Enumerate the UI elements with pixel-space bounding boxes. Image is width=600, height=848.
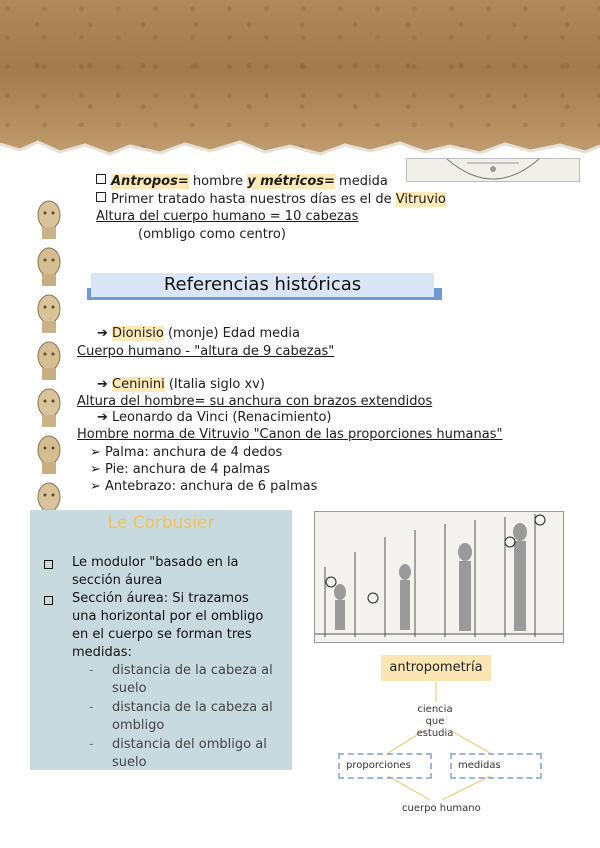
checkbox-bullet-icon	[44, 560, 53, 569]
ref-item-ceninini	[97, 377, 265, 393]
measure-item: ➢ Pie: anchura de 4 palmas	[90, 462, 270, 477]
intro-line-altura: Altura del cuerpo humano = 10 cabezas	[96, 209, 359, 224]
cuerpo-humano-node: cuerpo humano	[402, 803, 481, 814]
bust-head-image	[28, 245, 70, 287]
section-title-referencias: Referencias históricas	[163, 274, 362, 295]
ref-item-leonardo: ➔ Leonardo da Vinci (Renacimiento)	[97, 410, 332, 425]
metricos-term: y métricos=	[247, 174, 335, 189]
dash-bullet: -	[89, 737, 94, 752]
checkbox-bullet-icon	[96, 174, 106, 184]
corbusier-line: en el cuerpo se forman tres	[72, 627, 252, 642]
le-corbusier-title: Le Corbusier	[107, 513, 215, 533]
bust-head-image	[28, 433, 70, 475]
bust-head-image	[28, 198, 70, 240]
intro-text: medida	[334, 174, 388, 189]
intro-text: Primer tratado hasta nuestros días es el de	[111, 192, 396, 207]
corbusier-subitem: distancia de la cabeza al	[112, 700, 273, 715]
bust-head-image	[28, 386, 70, 428]
checkbox-bullet-icon	[96, 192, 106, 202]
ref-text: (Italia siglo xv)	[164, 377, 265, 392]
ciencia-line: ciencia	[417, 704, 453, 715]
corbusier-line: sección áurea	[72, 573, 163, 588]
ciencia-line: estudia	[416, 728, 454, 739]
vitruvian-man-image	[406, 158, 580, 182]
corbusier-line: Le modulor "basado en la	[72, 555, 239, 570]
ref-sub-leonardo: Hombre norma de Vitruvio "Canon de las proporciones humanas"	[77, 427, 503, 442]
medidas-node: medidas	[450, 753, 542, 779]
corbusier-subitem: distancia del ombligo al	[112, 737, 267, 752]
measure-item: ➢ Palma: anchura de 4 dedos	[90, 445, 283, 460]
ref-sub-ceninini: Altura del hombre= su anchura con brazos extendidos	[77, 394, 433, 409]
arrow-icon: ➔	[97, 326, 108, 341]
modulor-image	[314, 511, 564, 643]
diagram-connectors	[330, 680, 560, 806]
corbusier-subitem: ombligo	[112, 718, 165, 733]
bust-head-image	[28, 292, 70, 334]
intro-text: hombre	[188, 174, 248, 189]
ciencia-line: que	[425, 716, 445, 727]
ceninini-term: Ceninini	[112, 377, 165, 392]
bust-head-image	[28, 339, 70, 381]
corbusier-line: medidas:	[72, 645, 132, 660]
dionisio-term: Dionisio	[112, 326, 164, 341]
ciencia-node	[400, 704, 470, 740]
antropometria-node: antropometría	[381, 655, 491, 681]
checkbox-bullet-icon	[44, 596, 53, 605]
measure-item: ➢ Antebrazo: anchura de 6 palmas	[90, 479, 318, 494]
bust-heads-column	[28, 198, 72, 527]
corbusier-line: Sección áurea: Si trazamos	[72, 591, 249, 606]
dash-bullet: -	[89, 700, 94, 715]
proporciones-node: proporciones	[338, 753, 432, 779]
ref-sub-dionisio: Cuerpo humano - "altura de 9 cabezas"	[77, 344, 335, 359]
antropos-term: Antropos=	[111, 174, 189, 189]
corbusier-subitem: distancia de la cabeza al	[112, 663, 273, 678]
corbusier-subitem: suelo	[112, 681, 147, 696]
ref-item-dionisio	[97, 326, 300, 342]
intro-line-vitruvio	[96, 192, 446, 208]
arrow-icon: ➔	[97, 377, 108, 392]
corbusier-subitem: suelo	[112, 755, 147, 770]
ref-text: (monje) Edad media	[163, 326, 300, 341]
intro-line-antropos	[96, 174, 388, 190]
dash-bullet: -	[89, 663, 94, 678]
intro-line-ombligo: (ombligo como centro)	[138, 227, 286, 242]
corbusier-line: una horizontal por el ombligo	[72, 609, 264, 624]
vitruvio-term: Vitruvio	[395, 192, 446, 207]
